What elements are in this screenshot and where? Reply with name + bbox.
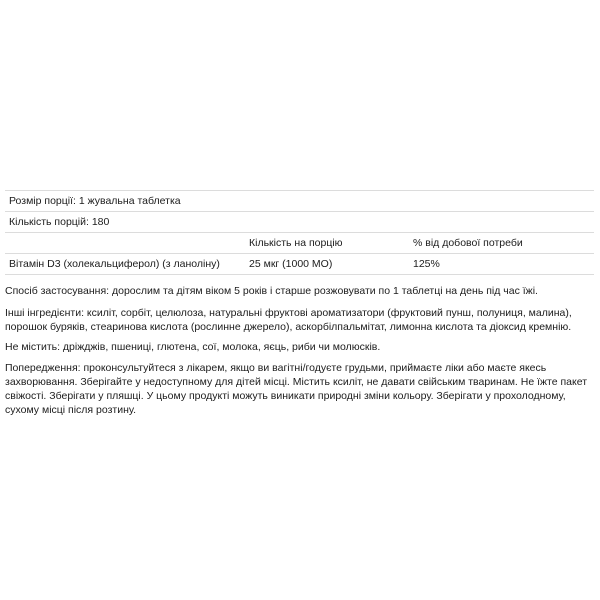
servings-count-text: Кількість порцій: 180 bbox=[9, 216, 110, 228]
supplement-facts-table bbox=[5, 190, 594, 275]
serving-size-row bbox=[5, 190, 594, 211]
serving-size-text: Розмір порції: 1 жувальна таблетка bbox=[9, 195, 181, 207]
other-ingredients-paragraph: Інші інгредієнти: ксиліт, сорбіт, целюлоза, натуральні фруктові ароматизатори (фруктовий пунш, полуниця, малина), порошок буряків, стеаринова кислота (рослинне джерело), аскорбілпальмітат, лимонна кислота та діоксид кремнію. bbox=[5, 307, 572, 333]
usage-paragraph: Спосіб застосування: дорослим та дітям віком 5 років і старше розжовувати по 1 таблетці на день під час їжі. bbox=[5, 285, 538, 297]
nutrient-daily-value: 125% bbox=[413, 258, 440, 270]
warning-paragraph: Попередження: проконсультуйтеся з лікарем, якщо ви вагітні/годуєте грудьми, приймаєте ліки або маєте якесь захворювання. Зберігайте у недоступному для дітей місці. Містить ксиліт, не давати свійським тваринам. Не їжте пакет свіжості. Зберігати у пляшці. У цьому продукті можуть виникати природні зміни кольору. Зберігати у прохолодному, сухому місці після розтину. bbox=[5, 362, 588, 416]
table-row bbox=[5, 253, 594, 275]
nutrient-name: Вітамін D3 (холекальциферол) (з ланоліну) bbox=[9, 258, 220, 270]
per-serving-header: Кількість на порцію bbox=[249, 237, 343, 249]
nutrient-amount: 25 мкг (1000 МО) bbox=[249, 258, 333, 270]
free-from-paragraph: Не містить: дріжджів, пшениці, глютена, сої, молока, яєць, риби чи молюсків. bbox=[5, 341, 381, 353]
servings-count-row bbox=[5, 211, 594, 232]
daily-value-header: % від добової потреби bbox=[413, 237, 523, 249]
table-header-row bbox=[5, 232, 594, 253]
